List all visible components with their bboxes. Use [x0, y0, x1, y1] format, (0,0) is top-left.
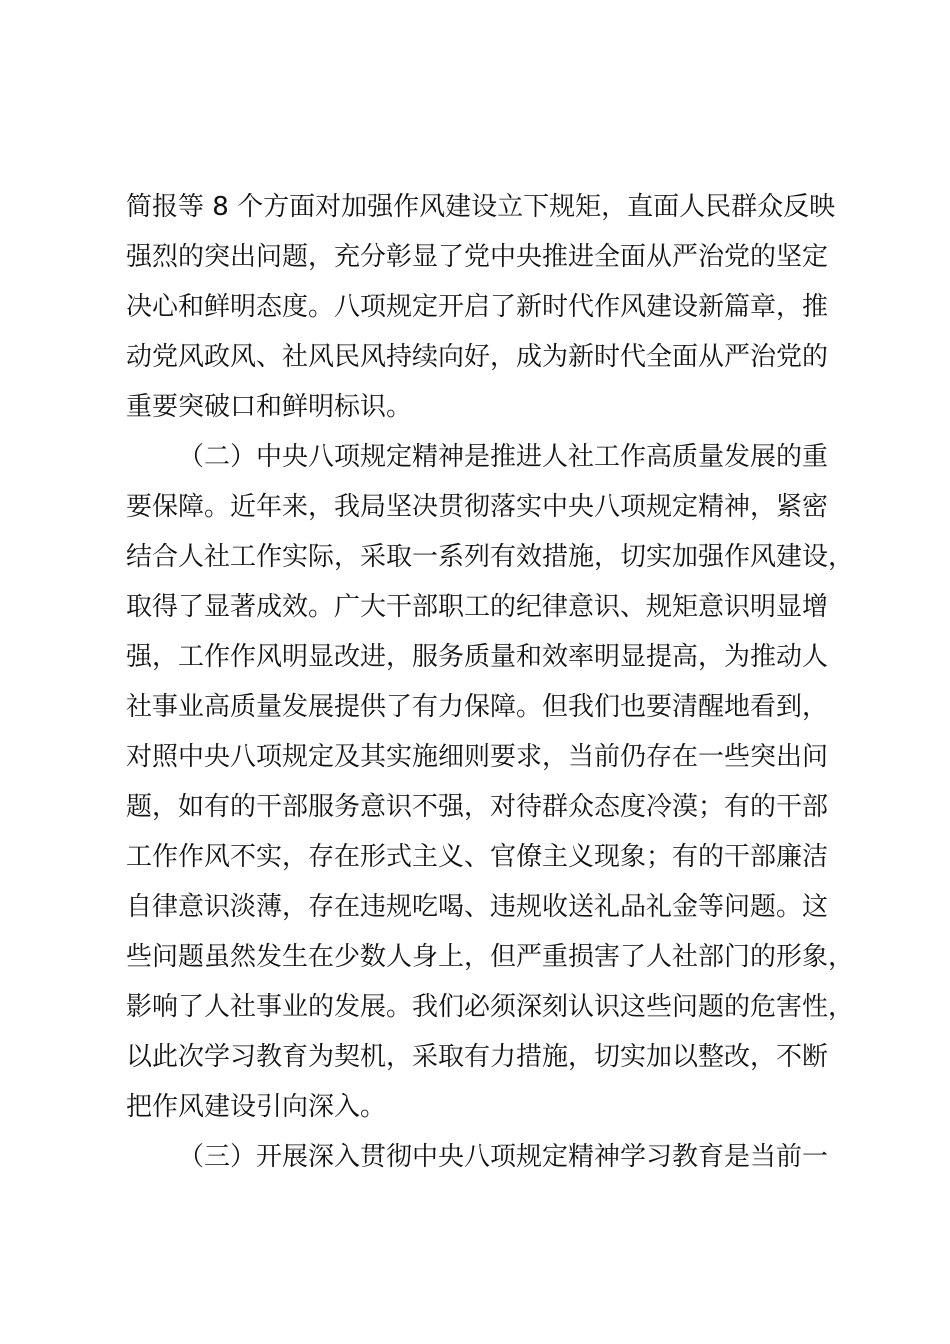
text-line: 把作风建设引向深入。: [126, 1092, 387, 1122]
text-line: 重要突破口和鲜明标识。: [126, 392, 413, 422]
text-line: 结合人社工作实际，采取一系列有效措施，切实加强作风建设，: [126, 542, 855, 572]
text-line: 动党风政风、社风民风持续向好，成为新时代全面从严治党的: [126, 342, 829, 372]
paragraph-1: [126, 182, 856, 432]
text-line: 强烈的突出问题，充分彰显了党中央推进全面从严治党的坚定: [126, 242, 829, 272]
paragraph-3: [126, 1132, 856, 1182]
text-line: 些问题虽然发生在少数人身上，但严重损害了人社部门的形象，: [126, 942, 855, 972]
text-line: （三）开展深入贯彻中央八项规定精神学习教育是当前一: [178, 1142, 829, 1172]
text-line: 影响了人社事业的发展。我们必须深刻认识这些问题的危害性，: [126, 992, 855, 1022]
text-line: 对照中央八项规定及其实施细则要求，当前仍存在一些突出问: [126, 742, 829, 772]
body-text: [126, 182, 856, 1182]
text-line: 题，如有的干部服务意识不强，对待群众态度冷漠；有的干部: [126, 792, 829, 822]
text-line: 社事业高质量发展提供了有力保障。但我们也要清醒地看到，: [126, 692, 829, 722]
text-line: 强，工作作风明显改进，服务质量和效率明显提高，为推动人: [126, 642, 829, 672]
text-line: 决心和鲜明态度。八项规定开启了新时代作风建设新篇章，推: [126, 292, 829, 322]
text-line: 工作作风不实，存在形式主义、官僚主义现象；有的干部廉洁: [126, 842, 829, 872]
text-line: 以此次学习教育为契机，采取有力措施，切实加以整改，不断: [126, 1042, 829, 1072]
paragraph-2: [126, 432, 856, 1132]
text-line: （二）中央八项规定精神是推进人社工作高质量发展的重: [178, 442, 829, 472]
text-line: 简报等 8 个方面对加强作风建设立下规矩，直面人民群众反映: [126, 192, 836, 222]
text-line: 取得了显著成效。广大干部职工的纪律意识、规矩意识明显增: [126, 592, 829, 622]
text-line: 要保障。近年来，我局坚决贯彻落实中央八项规定精神，紧密: [126, 492, 829, 522]
text-line: 自律意识淡薄，存在违规吃喝、违规收送礼品礼金等问题。这: [126, 892, 829, 922]
